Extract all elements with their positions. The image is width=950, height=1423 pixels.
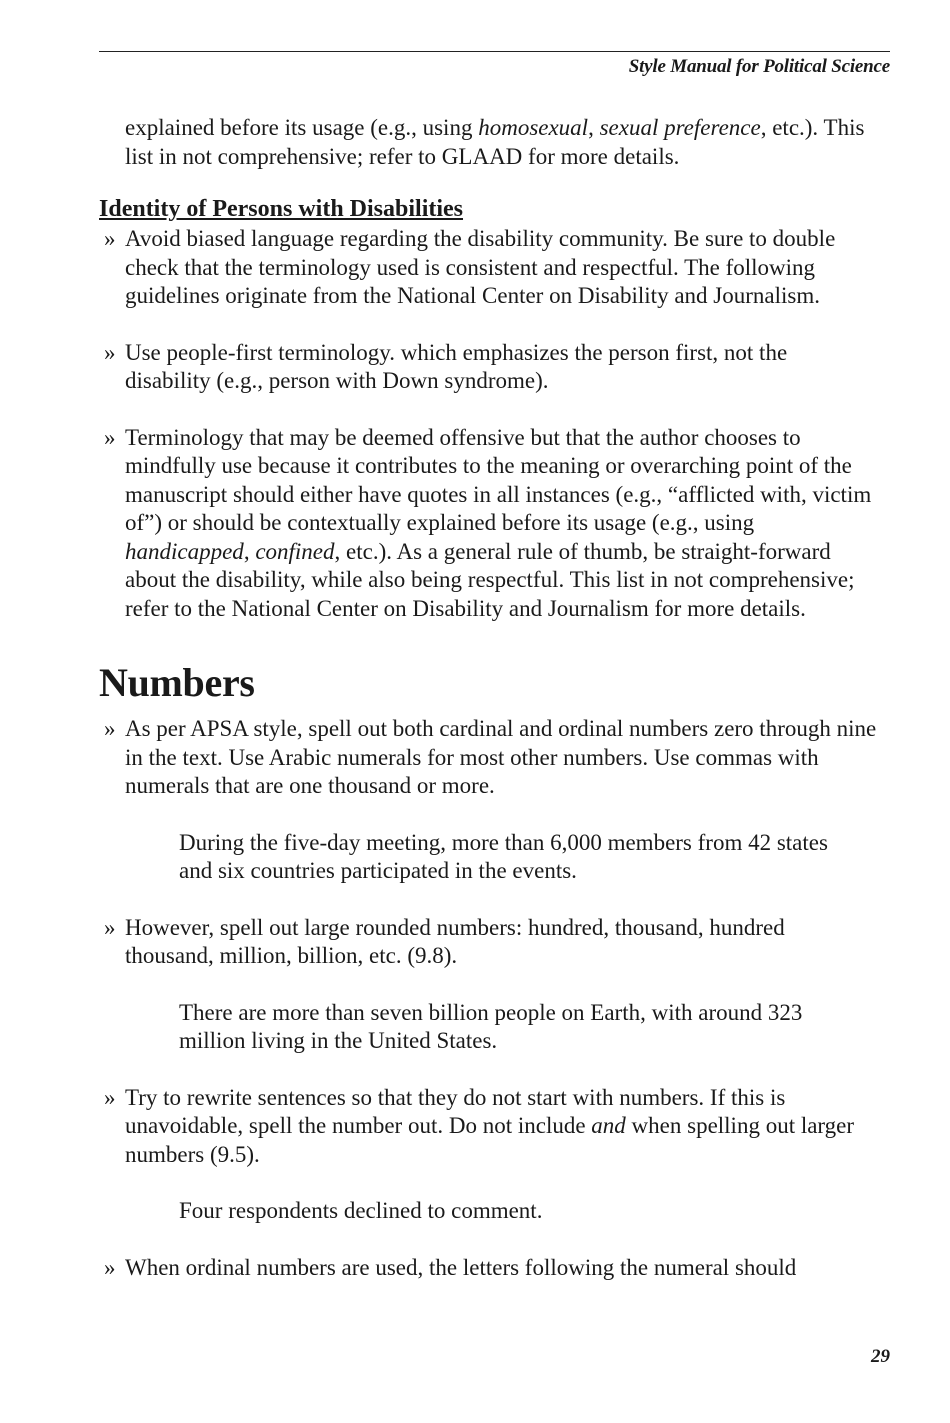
bullet-marker: » xyxy=(104,339,116,365)
page-number: 29 xyxy=(871,1346,890,1367)
term-confined: confined xyxy=(255,538,335,564)
bullet-marker: » xyxy=(104,424,116,450)
term-homosexual: homosexual xyxy=(478,115,589,140)
example-block: Four respondents declined to comment. xyxy=(179,1198,543,1223)
example-block: During the five-day meeting, more than 6,000 members from 42 states and six countries participated in the events. xyxy=(179,829,828,883)
bullet-marker: » xyxy=(104,716,116,741)
list-item: » As per APSA style, spell out both cardinal and ordinal numbers zero through nine in the text. Use Arabic numerals for most other numbers. Use commas with numerals that are one thousand or more. xyxy=(104,716,877,798)
section-heading-disabilities: Identity of Persons with Disabilities xyxy=(99,196,464,222)
bullet-marker: » xyxy=(104,226,116,251)
header-rule xyxy=(99,51,890,52)
list-item: » Terminology that may be deemed offensive but that the author chooses to mindfully use because it contributes to the meaning or overarching point of the manuscript should either have quotes in all instances (e.g., “afflicted with, victim of”) or should be contextually explained before its usage (e.g., using handicapped, confined, etc.). As a general rule of thumb, be straight-forward about the disability, while also being respectful. This list in not comprehensive; refer to the National Center on Disability and Journalism for more details. xyxy=(104,424,872,621)
term-sexual-preference: sexual preference xyxy=(599,115,761,140)
bullet-marker: » xyxy=(104,914,116,940)
list-item: » Avoid biased language regarding the disability community. Be sure to double check that the terminology used is consistent and respectful. The following guidelines originate from the National Center on Disability and Journalism. xyxy=(104,226,836,308)
list-item: » Use people-first terminology. which emphasizes the person first, not the disability (e.g., person with Down syndrome). xyxy=(104,339,788,393)
example-block: There are more than seven billion people on Earth, with around 323 million living in the United States. xyxy=(179,999,803,1053)
bullet-marker: » xyxy=(104,1084,116,1110)
intro-paragraph: explained before its usage (e.g., using homosexual, sexual preference, etc.). This list in not comprehensive; refer to GLAAD for more details. xyxy=(125,115,865,169)
term-handicapped: handicapped xyxy=(125,538,244,564)
bullet-marker: » xyxy=(104,1254,116,1280)
list-item: » However, spell out large rounded numbers: hundred, thousand, hundred thousand, million, billion, etc. (9.8). xyxy=(104,914,785,968)
list-item: » When ordinal numbers are used, the letters following the numeral should xyxy=(99,1254,877,1283)
list-item: » Try to rewrite sentences so that they do not start with numbers. If this is unavoidable, spell the number out. Do not include and when spelling out larger numbers (9.5). xyxy=(104,1084,855,1167)
page-body xyxy=(99,114,877,1282)
term-and: and xyxy=(591,1113,626,1138)
running-head: Style Manual for Political Science xyxy=(628,56,890,77)
section-title-numbers: Numbers xyxy=(99,660,255,705)
